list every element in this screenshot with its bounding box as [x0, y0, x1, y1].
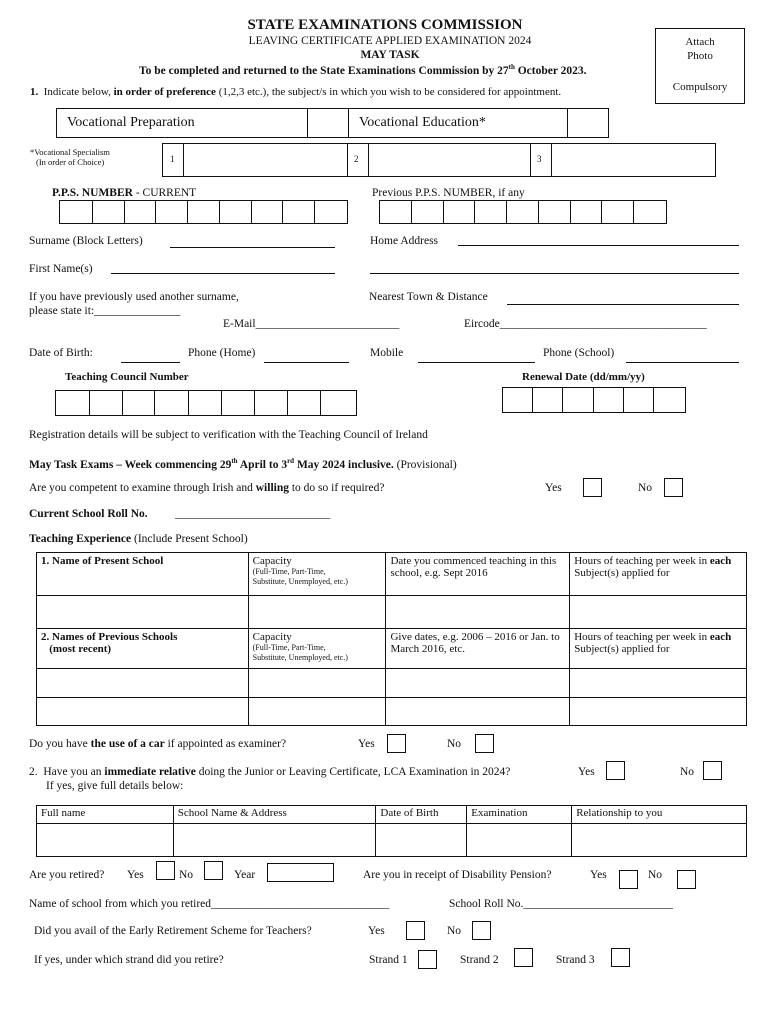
previous-pps-label: Previous P.P.S. NUMBER, if any: [372, 187, 525, 199]
capacity-header: Capacity (Full-Time, Part-Time, Substitute, Unemployed, etc.): [248, 553, 386, 596]
retired-year-label: Year: [234, 869, 256, 881]
nearest-town-input[interactable]: [507, 304, 739, 305]
previous-school-dates-cell[interactable]: [386, 669, 570, 698]
return-instruction: To be completed and returned to the State Examinations Commission by 27th October 2023.: [139, 63, 587, 77]
retired-yes-label: Yes: [127, 869, 144, 881]
pps-current-input[interactable]: [59, 200, 348, 224]
relative-exam-cell[interactable]: [467, 824, 572, 857]
relative-table: [36, 805, 747, 857]
specialism-field-3[interactable]: [551, 143, 716, 177]
registration-note: Registration details will be subject to verification with the Teaching Council of Ireland: [29, 429, 428, 441]
retired-no-label: No: [179, 869, 194, 881]
disability-question: Are you in receipt of Disability Pension?: [363, 869, 552, 881]
prev-surname-label: If you have previously used another surname,: [29, 291, 239, 303]
teaching-council-label: Teaching Council Number: [65, 371, 189, 383]
previous-school-hours-cell[interactable]: [570, 669, 747, 698]
table-row: [37, 698, 747, 726]
col-dob: Date of Birth: [376, 806, 467, 824]
nearest-town-label: Nearest Town & Distance: [369, 291, 488, 303]
retired-no-checkbox[interactable]: [204, 861, 223, 880]
specialism-num-3-label: 3: [537, 154, 542, 164]
phone-home-label: Phone (Home): [188, 347, 256, 359]
roll-no-input[interactable]: ___________________________: [175, 508, 331, 520]
early-retirement-no-checkbox[interactable]: [472, 921, 491, 940]
subject-vocational-preparation: [56, 108, 308, 138]
first-names-label: First Name(s): [29, 263, 93, 275]
relative-school-cell[interactable]: [173, 824, 376, 857]
irish-question: Are you competent to examine through Irish and willing to do so if required?: [29, 482, 385, 494]
specialism-field-2[interactable]: [368, 143, 531, 177]
photo-box-compulsory: Compulsory: [672, 81, 728, 93]
car-yes-label: Yes: [358, 738, 375, 750]
disability-no-checkbox[interactable]: [677, 870, 696, 889]
school-roll-input[interactable]: School Roll No.__________________________: [449, 898, 673, 910]
surname-label: Surname (Block Letters): [29, 235, 143, 247]
teaching-experience-label: Teaching Experience (Include Present School): [29, 533, 248, 545]
strand2-label: Strand 2: [460, 954, 499, 966]
table-row: [37, 553, 747, 596]
preference-box-vocational-education[interactable]: [567, 108, 609, 138]
previous-school-dates-cell[interactable]: [386, 698, 570, 726]
retired-year-input[interactable]: [267, 863, 334, 882]
home-address-input-2[interactable]: [370, 273, 739, 274]
photo-box-photo: Photo: [687, 50, 713, 62]
relative-ifyes-text: If yes, give full details below:: [46, 780, 184, 792]
may-task-dates: May Task Exams – Week commencing 29th April to 3rd May 2024 inclusive. (Provisional): [29, 457, 457, 471]
strand3-checkbox[interactable]: [611, 948, 630, 967]
present-school-header: 1. Name of Present School: [37, 553, 249, 596]
early-retirement-yes-label: Yes: [368, 925, 385, 937]
col-fullname: Full name: [37, 806, 174, 824]
phone-school-label: Phone (School): [543, 347, 615, 359]
form-title: STATE EXAMINATIONS COMMISSION: [247, 17, 523, 33]
specialism-num-2-label: 2: [354, 154, 359, 164]
strand2-checkbox[interactable]: [514, 948, 533, 967]
specialism-num-2: [347, 143, 369, 177]
pps-label: P.P.S. NUMBER - CURRENT: [52, 187, 197, 199]
subject-vocational-education-label: Vocational Education*: [359, 115, 486, 130]
car-question: Do you have the use of a car if appointed as examiner?: [29, 738, 287, 750]
disability-yes-checkbox[interactable]: [619, 870, 638, 889]
retired-question: Are you retired?: [29, 869, 105, 881]
form-subtitle: LEAVING CERTIFICATE APPLIED EXAMINATION 2024: [248, 35, 532, 47]
mobile-label: Mobile: [370, 347, 404, 359]
q2-question: 2. Have you an immediate relative doing the Junior or Leaving Certificate, LCA Examination in 2024?: [29, 766, 511, 778]
subject-vocational-education: [348, 108, 568, 138]
q1-text: 1. Indicate below, in order of preference (1,2,3 etc.), the subject/s in which you wish to be considered for appointment.: [30, 86, 562, 98]
photo-box-attach: Attach: [685, 36, 715, 48]
disability-yes-label: Yes: [590, 869, 607, 881]
present-school-name-cell[interactable]: [37, 596, 249, 629]
renewal-date-label: Renewal Date (dd/mm/yy): [522, 371, 645, 383]
relative-yes-checkbox[interactable]: [606, 761, 625, 780]
date-commenced-header: Date you commenced teaching in this school, e.g. Sept 2016: [386, 553, 570, 596]
strand1-checkbox[interactable]: [418, 950, 437, 969]
col-exam: Examination: [467, 806, 572, 824]
capacity-header-2: Capacity (Full-Time, Part-Time, Substitute, Unemployed, etc.): [248, 629, 386, 669]
roll-no-label: Current School Roll No.: [29, 508, 148, 520]
dob-input[interactable]: [121, 362, 180, 363]
email-input[interactable]: E-Mail_________________________: [223, 318, 400, 330]
strand3-label: Strand 3: [556, 954, 595, 966]
experience-table: [36, 552, 747, 726]
phone-home-input[interactable]: [264, 362, 349, 363]
teaching-council-input[interactable]: [55, 390, 357, 416]
early-retirement-question: Did you avail of the Early Retirement Scheme for Teachers?: [34, 925, 312, 937]
irish-yes-label: Yes: [545, 482, 562, 494]
strand-question: If yes, under which strand did you retire?: [34, 954, 224, 966]
previous-school-capacity-cell[interactable]: [248, 669, 386, 698]
home-address-label: Home Address: [370, 235, 439, 247]
photo-box[interactable]: [655, 28, 745, 104]
previous-school-hours-cell[interactable]: [570, 698, 747, 726]
hours-header-1: Hours of teaching per week in each Subject(s) applied for: [570, 553, 747, 596]
previous-school-name-cell[interactable]: [37, 698, 249, 726]
relative-no-label: No: [680, 766, 695, 778]
irish-yes-checkbox[interactable]: [583, 478, 602, 497]
form-task: MAY TASK: [360, 49, 420, 61]
col-relationship: Relationship to you: [572, 806, 747, 824]
specialism-label: *Vocational Specialism: [30, 147, 110, 157]
surname-input[interactable]: [170, 247, 335, 248]
early-retirement-yes-checkbox[interactable]: [406, 921, 425, 940]
col-school: School Name & Address: [173, 806, 376, 824]
phone-school-input[interactable]: [626, 362, 739, 363]
home-address-input-1[interactable]: [458, 245, 739, 246]
previous-school-name-cell[interactable]: [37, 669, 249, 698]
specialism-num-1: [162, 143, 184, 177]
present-school-capacity-cell[interactable]: [248, 596, 386, 629]
present-school-hours-cell[interactable]: [570, 596, 747, 629]
school-retired-input[interactable]: Name of school from which you retired_______________________________: [29, 898, 390, 910]
table-row: [37, 596, 747, 629]
give-dates-header: Give dates, e.g. 2006 – 2016 or Jan. to March 2016, etc.: [386, 629, 570, 669]
hours-header-2: Hours of teaching per week in each Subject(s) applied for: [570, 629, 747, 669]
table-row: [37, 669, 747, 698]
previous-school-capacity-cell[interactable]: [248, 698, 386, 726]
previous-schools-header: 2. Names of Previous Schools (most recent): [37, 629, 249, 669]
subject-vocational-preparation-label: Vocational Preparation: [67, 115, 195, 130]
strand1-label: Strand 1: [369, 954, 408, 966]
irish-no-label: No: [638, 482, 653, 494]
eircode-input[interactable]: Eircode____________________________________: [464, 318, 707, 330]
early-retirement-no-label: No: [447, 925, 462, 937]
irish-no-checkbox[interactable]: [664, 478, 683, 497]
specialism-field-1[interactable]: [183, 143, 348, 177]
relative-relationship-cell[interactable]: [572, 824, 747, 857]
prev-surname-input[interactable]: please state it:_______________: [29, 305, 181, 317]
renewal-date-input[interactable]: [502, 387, 686, 413]
preference-box-vocational-preparation[interactable]: [307, 108, 349, 138]
disability-no-label: No: [648, 869, 663, 881]
car-no-checkbox[interactable]: [475, 734, 494, 753]
relative-fullname-cell[interactable]: [37, 824, 174, 857]
relative-dob-cell[interactable]: [376, 824, 467, 857]
specialism-sublabel: (In order of Choice): [36, 157, 105, 167]
car-yes-checkbox[interactable]: [387, 734, 406, 753]
relative-no-checkbox[interactable]: [703, 761, 722, 780]
relative-yes-label: Yes: [578, 766, 595, 778]
first-names-input[interactable]: [111, 273, 335, 274]
specialism-num-1-label: 1: [170, 154, 175, 164]
car-no-label: No: [447, 738, 462, 750]
mobile-input[interactable]: [418, 362, 535, 363]
retired-yes-checkbox[interactable]: [156, 861, 175, 880]
specialism-num-3: [530, 143, 552, 177]
present-school-date-cell[interactable]: [386, 596, 570, 629]
table-row: [37, 629, 747, 669]
table-row: [37, 806, 747, 824]
dob-label: Date of Birth:: [29, 347, 93, 359]
table-row: [37, 824, 747, 857]
pps-previous-input[interactable]: [379, 200, 667, 224]
